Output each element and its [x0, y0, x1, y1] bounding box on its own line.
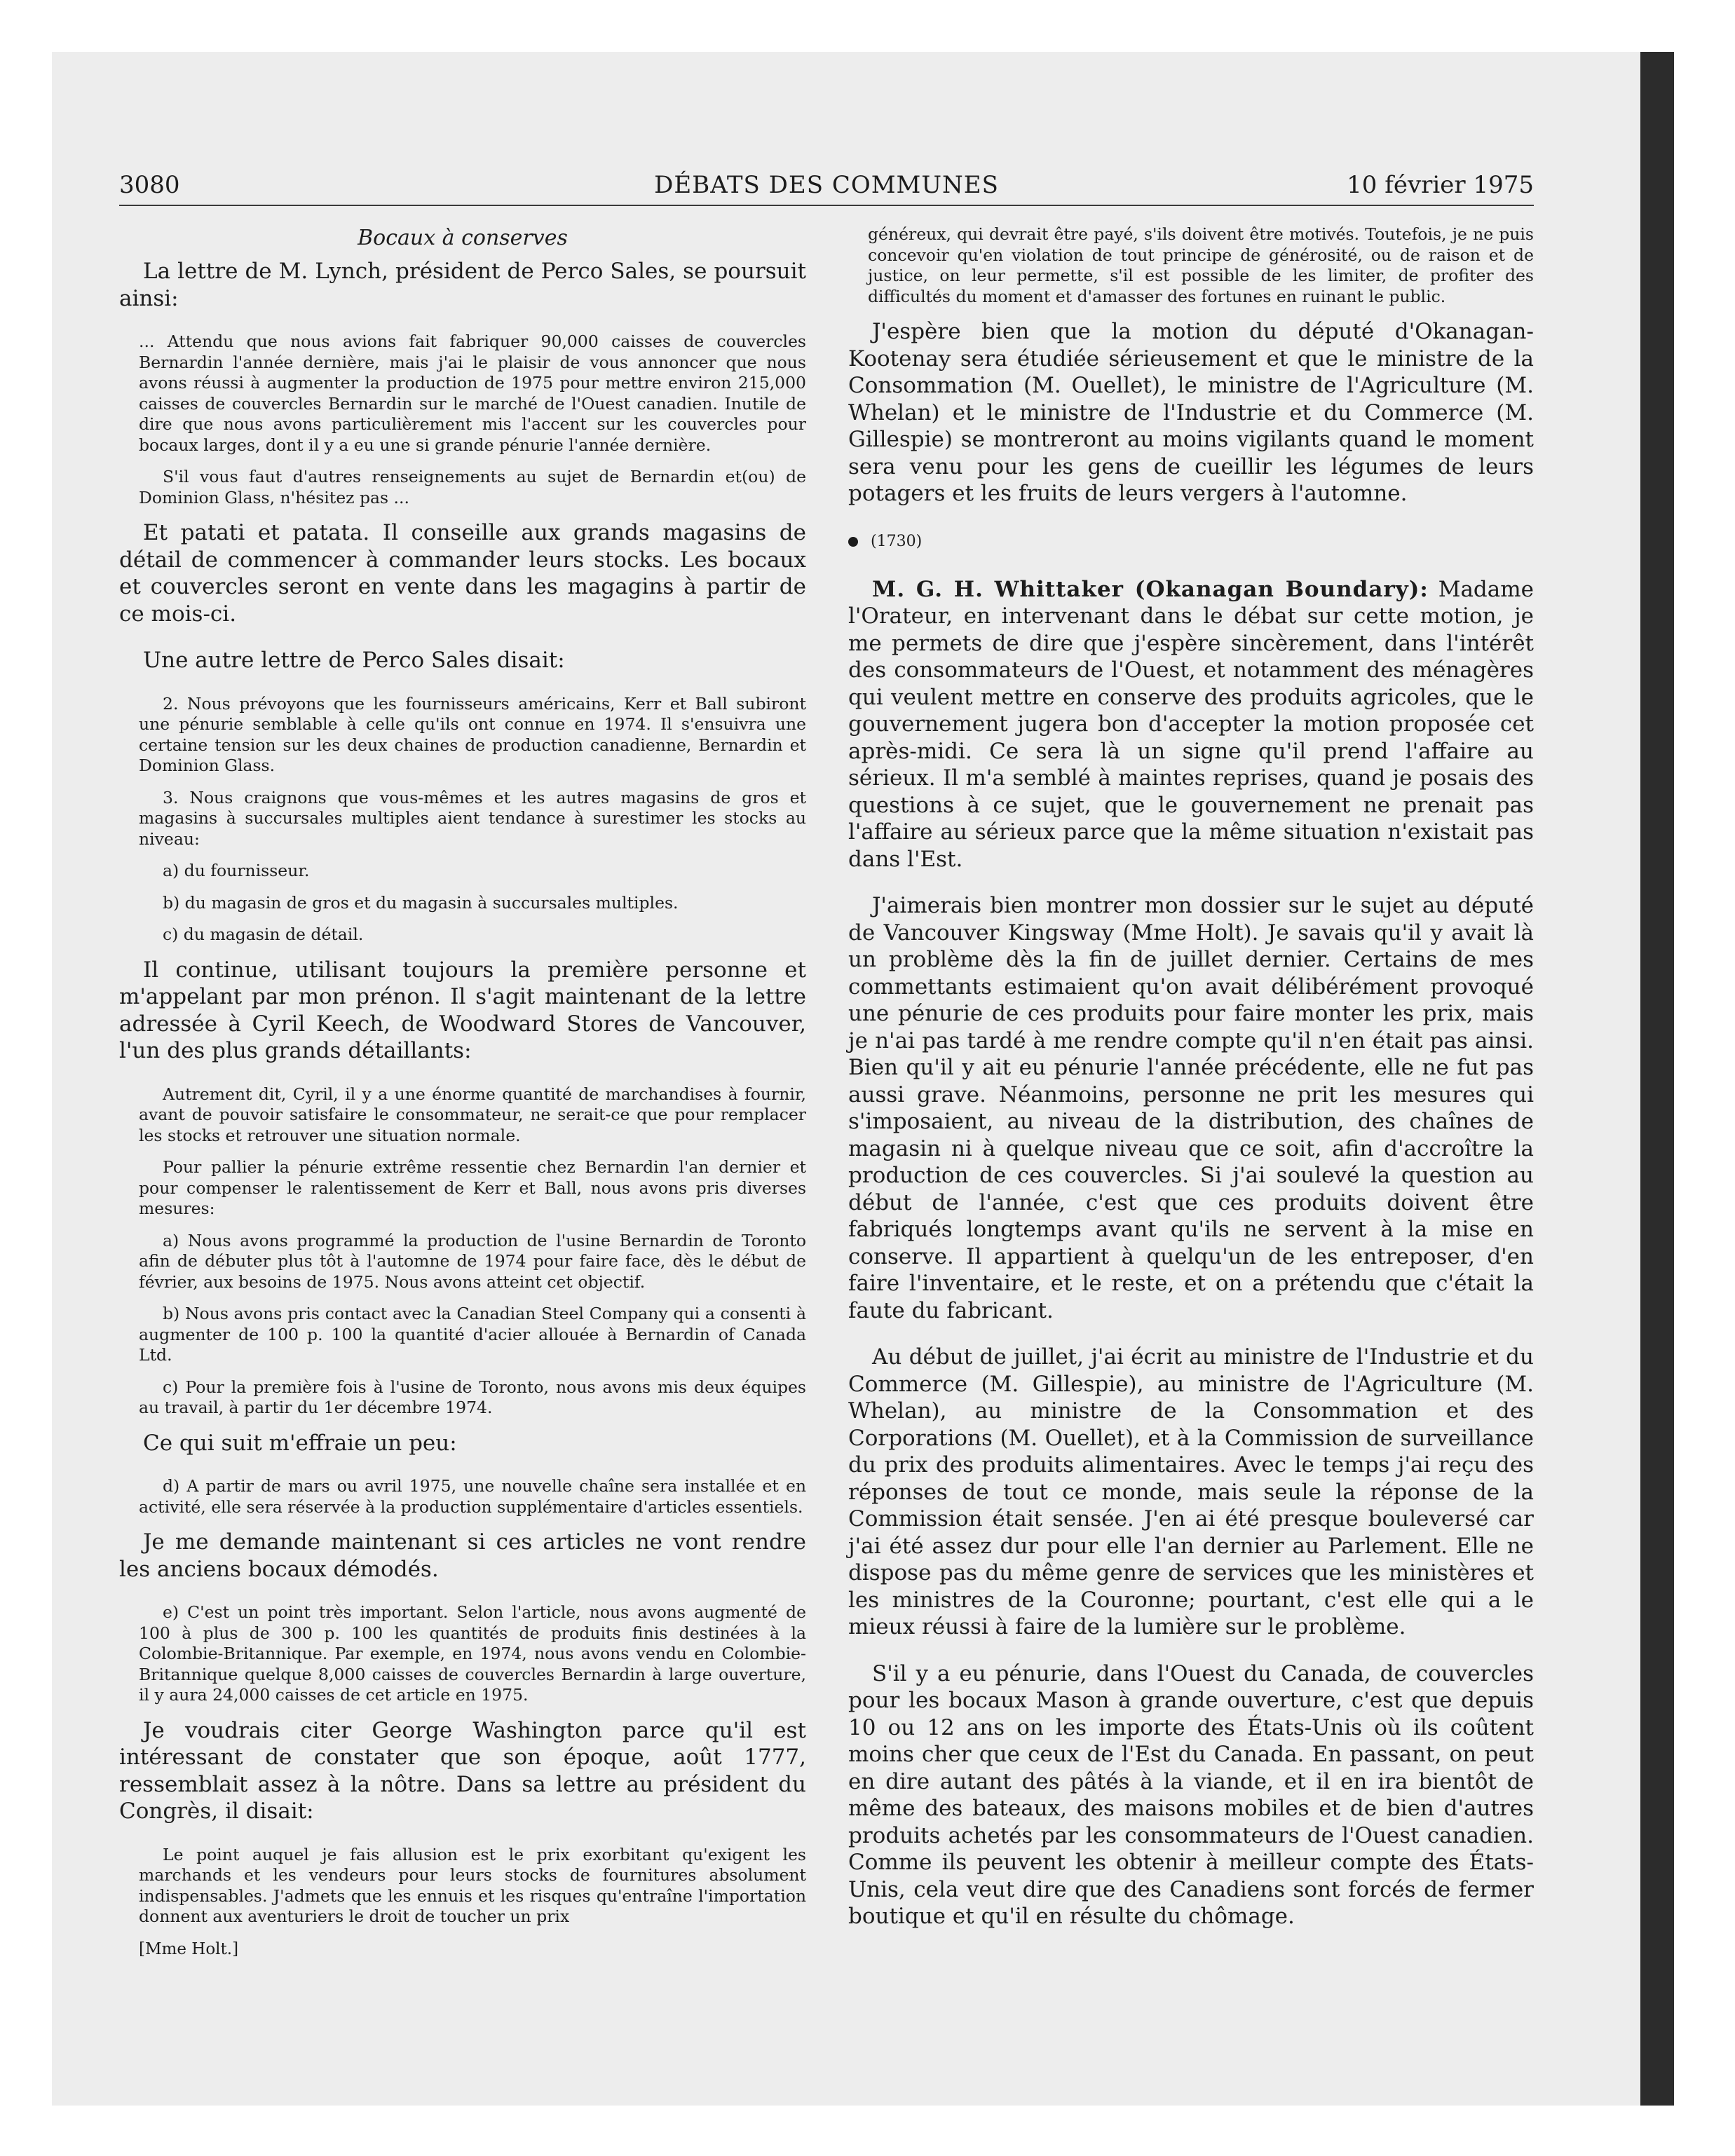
publication-title: DÉBATS DES COMMUNES: [654, 171, 999, 199]
quote: 2. Nous prévoyons que les fournisseurs américains, Kerr et Ball subiront une pénurie semblable à celle qu'ils ont connue en 1974. Il s'ensuivra une certaine tension sur les deux chaines de production canadienne, Bernardin et Dominion Glass.: [139, 693, 806, 775]
speaker-attribution: [Mme Holt.]: [139, 1939, 239, 1958]
quote: e) C'est un point très important. Selon l'article, nous avons augmenté de 100 à plus de 300 p. 100 les quantités de produits finis destinées à la Colombie-Britannique. Par exemple, en 1974, nous avons vendu en Colombie-Britannique quelque 8,000 caisses de couvercles Bernardin à large ouverture, il y aura 24,000 caisses de cet article en 1975.: [139, 1602, 806, 1705]
quote: a) du fournisseur.: [163, 861, 310, 880]
paragraph: J'aimerais bien montrer mon dossier sur le sujet au député de Vancouver Kingsway (Mme Holt). Je savais qu'il y avait là un problème dès la fin de juillet dernier. Certains de mes commettants estimaient qu'on avait délibérément provoqué une pénurie de ces produits pour faire monter les prix, mais je n'ai pas tardé à me rendre compte qu'il n'en était pas ainsi. Bien qu'il y ait eu pénurie l'année précédente, elle ne fut pas aussi grave. Néanmoins, personne ne prit les mesures qui s'imposaient, au niveau de la distribution, des chaînes de magasin ni à quelque niveau que ce soit, afin d'accroître la production de ces couvercles. Si j'ai soulevé la question au début de l'année, c'est que ces produits doivent être fabriqués longtemps avant qu'ils ne servent à la mise en conserve. Il appartient à quelqu'un de les entreposer, d'en faire l'inventaire, et le reste, et on a prétendu que c'était la faute du fabricant.: [848, 893, 1534, 1323]
paragraph: La lettre de M. Lynch, président de Perco Sales, se poursuit ainsi:: [119, 259, 806, 311]
page-number: 3080: [119, 171, 180, 199]
paragraph: Je me demande maintenant si ces articles ne vont rendre les anciens bocaux démodés.: [119, 1529, 806, 1582]
quote: ... Attendu que nous avions fait fabriquer 90,000 caisses de couvercles Bernardin l'année dernière, mais j'ai le plaisir de vous annoncer que nous avons réussi à augmenter la production de 1975 pour mettre environ 215,000 caisses de couvercles Bernardin sur le marché de l'Ouest canadien. Inutile de dire que nous avons particulièrement mis l'accent sur les couvercles pour bocaux larges, dont il y a eu une si grande pénurie l'année dernière.: [139, 332, 806, 455]
quote: b) Nous avons pris contact avec la Canadian Steel Company qui a consenti à augmenter de 100 p. 100 la quantité d'acier allouée à Bernardin of Canada Ltd.: [139, 1304, 806, 1365]
left-column: [119, 224, 806, 1960]
paragraph: Je voudrais citer George Washington parce qu'il est intéressant de constater que son époque, août 1777, ressemblait assez à la nôtre. Dans sa lettre au président du Congrès, il disait:: [119, 1717, 806, 1824]
right-column: [848, 224, 1534, 1950]
quote: a) Nous avons programmé la production de l'usine Bernardin de Toronto afin de débuter plus tôt à l'automne de 1974 pour faire face, dès le début de février, aux besoins de 1975. Nous avons atteint cet objectif.: [139, 1230, 806, 1292]
time-marker-text: (1730): [871, 532, 923, 550]
quote: b) du magasin de gros et du magasin à succursales multiples.: [163, 892, 679, 913]
quote: généreux, qui devrait être payé, s'ils doivent être motivés. Toutefois, je ne puis concevoir qu'en violation de tout principe de générosité, ou de raison et de justice, on leur permette, s'il est possible de les limiter, de profiter des difficultés du moment et d'amasser des fortunes en ruinant le public.: [868, 224, 1534, 306]
section-subhead: Bocaux à conserves: [358, 226, 568, 250]
quote: S'il vous faut d'autres renseignements au sujet de Bernardin et(ou) de Dominion Glass, n'hésitez pas ...: [139, 467, 806, 507]
page-date: 10 février 1975: [1347, 171, 1534, 199]
speech-paragraph: [848, 576, 1534, 873]
quote: Le point auquel je fais allusion est le prix exorbitant qu'exigent les marchands et les vendeurs pour leurs stocks de fournitures absolument indispensables. J'admets que les ennuis et les risques qu'entraîne l'importation donnent aux aventuriers le droit de toucher un prix: [139, 1844, 806, 1926]
quote: c) Pour la première fois à l'usine de Toronto, nous avons mis deux équipes au travail, à partir du 1er décembre 1974.: [139, 1377, 806, 1417]
quote: Autrement dit, Cyril, il y a une énorme quantité de marchandises à fournir, avant de pouvoir satisfaire le consommateur, ne serait-ce que pour remplacer les stocks et retrouver une situation normale.: [139, 1084, 806, 1145]
speaker-name: M. G. H. Whittaker (Okanagan Boundary):: [872, 576, 1429, 602]
paragraph: Ce qui suit m'effraie un peu:: [143, 1430, 457, 1456]
scan-edge-bar: [1640, 52, 1674, 2106]
paragraph: S'il y a eu pénurie, dans l'Ouest du Canada, de couvercles pour les bocaux Mason à grande ouverture, c'est que depuis 10 ou 12 ans on les importe des États-Unis où ils coûtent moins cher que ceux de l'Est du Canada. En passant, on peut en dire autant des pâtés à la viande, et il en ira bientôt de même des bateaux, des maisons mobiles et de bien d'autres produits achetés par les consommateurs de l'Ouest canadien. Comme ils peuvent les obtenir à meilleur compte des États-Unis, cela veut dire que des Canadiens sont forcés de fermer boutique et qu'il en résulte du chômage.: [848, 1660, 1534, 1929]
quote: d) A partir de mars ou avril 1975, une nouvelle chaîne sera installée et en activité, elle sera réservée à la production supplémentaire d'articles essentiels.: [139, 1476, 806, 1517]
quote: Pour pallier la pénurie extrême ressentie chez Bernardin l'an dernier et pour compenser le ralentissement de Kerr et Ball, nous avons pris diverses mesures:: [139, 1157, 806, 1218]
bullet-dot-icon: [848, 537, 858, 547]
time-marker: [848, 531, 1534, 552]
page-header: [119, 165, 1534, 206]
paragraph: Une autre lettre de Perco Sales disait:: [143, 648, 565, 673]
speech-text: Madame l'Orateur, en intervenant dans le débat sur cette motion, je me permets de dire que j'espère sincèrement, dans l'intérêt des consommateurs de l'Ouest, et notamment des ménagères qui veulent mettre en conserve des produits agricoles, que le gouvernement jugera bon d'accepter la motion proposée cet après-midi. Ce sera là un signe qu'il prend l'affaire au sérieux. Il m'a semblé à maintes reprises, quand je posais des questions à ce sujet, que le gouvernement ne prenait pas l'affaire au sérieux parce que la même situation n'existait pas dans l'Est.: [848, 576, 1534, 872]
quote: c) du magasin de détail.: [163, 925, 364, 944]
paragraph: Il continue, utilisant toujours la première personne et m'appelant par mon prénon. Il s'agit maintenant de la lettre adressée à Cyril Keech, de Woodward Stores de Vancouver, l'un des plus grands détaillants:: [119, 957, 806, 1063]
quote: 3. Nous craignons que vous-mêmes et les autres magasins de gros et magasins à succursales multiples aient tendance à surestimer les stocks au niveau:: [139, 787, 806, 849]
paragraph: Et patati et patata. Il conseille aux grands magasins de détail de commencer à commander leurs stocks. Les bocaux et couvercles seront en vente dans les magagins à partir de ce mois-ci.: [119, 520, 806, 627]
paragraph: Au début de juillet, j'ai écrit au ministre de l'Industrie et du Commerce (M. Gillespie), au ministre de l'Agriculture (M. Whelan), au ministre de la Consommation et des Corporations (M. Ouellet), et à la Commission de surveillance du prix des produits alimentaires. Avec le temps j'ai reçu des réponses de tout ce monde, mais seule la réponse de la Commission était sensée. J'en ai été presque bouleversé car j'ai été assez dur pour elle l'an dernier au Parlement. Elle ne dispose pas du même genre de services que les ministères et les ministres de la Couronne; pourtant, c'est elle qui a le mieux réussi à faire de la lumière sur le problème.: [848, 1344, 1534, 1639]
paragraph: J'espère bien que la motion du député d'Okanagan-Kootenay sera étudiée sérieusement et que le ministre de la Consommation (M. Ouellet), le ministre de l'Agriculture (M. Whelan) et le ministre de l'Industrie et du Commerce (M. Gillespie) se montreront au moins vigilants quand le moment sera venu pour les gens de cueillir les légumes de leurs potagers et les fruits de leurs vergers à l'automne.: [848, 319, 1534, 506]
